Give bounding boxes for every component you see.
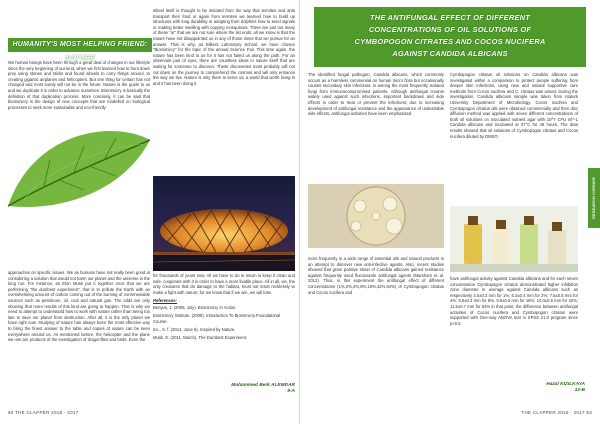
paragraph: The identified fungal pathogen, Candida albicans, which commonly occurs as a harmless commensal on human micro flora but occasionally causes secondary skin infections, is among the most frequently isolated fungi from immunocompromised patients. Although antifungal creams widely used against such infections, important backdraws and side effects in order to treat or prevent the infections; due to increasing development of antifungal resistance and the appearance of undesirable side effects, antifungal activities have been emphasized (308, 72, 444, 117)
paragraph: more frequently in a wide range of essential oils and natural products in an attempt to discover new anti-infective agents. Also, recent studies showed that gram positive strain of Candida albicans gained resistance against frequently used fluconazole antifungal agents (Marsham et al. 2012). Thus, in this experiment the antifungal effect of different concentrations (1%,2%,4%,8%,16%,32%,64%) of Cymbopogon citratus and Cocos nucifera and (308, 256, 444, 295)
author-class: 9-A (287, 389, 295, 394)
leaf-illustration (4, 120, 154, 210)
reference-item: Benyus, J. (2009, July). Biomimicry in Action. (153, 305, 237, 310)
title-line: AGAINST CANDIDA ALBICANS (392, 49, 508, 58)
author-name: Muhammed Berk ALEMDAR (231, 383, 295, 388)
author-block (495, 382, 585, 394)
title-line: THE ANTIFUNGAL EFFECT OF DIFFERENT (369, 13, 531, 22)
left-col1-top (8, 60, 150, 120)
references (153, 298, 293, 343)
reference-item: Inc., S. f. (2014, June 6). Inspired by Nature. (153, 327, 236, 332)
paragraph: approaches on specific issues. We as humans have not really been good at considering a solution that would not harm our planet and the universe in the long run. For instance, as Elon Musk put it together once that we are performing "the dumbest experiment", that is to pollute the Earth with an overwhelming amount of carbon coming out of the burning of nonrenewable sources such as petroleum, oil, coal and natural gas. The odds are only showing that more results of this kind are going to happen. That is why we need to attempt to understand how to work with nature rather than being too late to save our planet from destruction. After all, it is the only planet we have right now. Studying of nature has always been the most effective way to bring the finest answer to the table and copies of nature can be seen everywhere around us. As mentioned before, the helicopter and the plane we use are products of the investigation of dragonflies and birds. Even the (8, 270, 150, 343)
left-col2-bottom (153, 273, 295, 297)
page-63 (300, 0, 600, 424)
title-line: CONCENTRATIONS OF OIL SOLUTIONS OF (368, 25, 532, 34)
petri-dish-photo (308, 184, 444, 248)
paragraph: for thousands of years now. All we have to do in return is keep it clean and safe, cooperate with it in order to have a more livable place. All in all, we, the only creatures that do damage to the habitat, must not insist recklessly to make a fight with nature; for we know that if we win, we will lose. (153, 273, 295, 295)
section-side-tab-label: RESEARCH CORNER (592, 177, 596, 219)
article-title-antifungal (314, 7, 586, 67)
page-footer: 62 THE CLAPPER 2016 - 2017 (8, 410, 79, 415)
paragraph: have antifungal activity against Candida albicans and for each seven concentration Cymbopogon citratus demonstrated higher inhibition zone diameter in average against Candida albicans such as respectively 4.5±0.3 mm for 1%; 6.3±0.4 mm for 2%; 7.5±0.5 mm for 4%; 8.5±0.3 mm for 8%, 9.5±0.5 mm for 16%; 10.0±0.5 mm for 32%; 11.5±0.7 mm for 64% in that point, the difference between antifungal activities of Cocos nucifera and Cymbopogon citratus were supported with One-way ANOVA test in SPSS 21.0 program since p<0.5. (450, 276, 578, 326)
left-col2-top (153, 8, 295, 174)
right-col1-bottom (308, 256, 444, 406)
left-col1-bottom (8, 270, 150, 406)
birds-nest-stadium-photo (153, 176, 295, 271)
right-col1-top (308, 72, 444, 182)
page-footer: THE CLAPPER 2016 - 2017 63 (521, 410, 592, 415)
right-col2-bottom (450, 276, 578, 380)
article-title-nature: HUMANITY'S MOST HELPING FRIEND: NATURE (8, 38, 152, 52)
right-col2-top (450, 72, 578, 202)
title-line: CYMBOPOGON CITRATES AND COCOS NUCIFERA (354, 37, 546, 46)
author-class: 12-B (574, 388, 585, 393)
reference-item: Biomimicry Institute. (2008). Introduction To Biomimicry.Foundational Course. (153, 313, 281, 324)
paragraph: We human beings have been through a great deal of changes in our lifestyle since the very beginning of our kind, when we first learned how to hunt down prey using stones and sticks and found wheels to carry things around, to creating gigantic airplanes and helicopters. But one thing for certain has not changed and most surely will not be in the future: Nature is the guide to us and we duplicate it in order to advance ourselves. Biomimicry is basically the definition of that duplication process. More concisely, it can be said that biomimicry is the design of new concepts that are modelled on biological processes to seek more sustainable and eco-friendly (8, 60, 150, 110)
paragraph: wheel itself is thought to be imitated from the way that termites and ants transport their food or again from termites we learned how to build up structures with long durability or adopting from dolphins how to send signals or making better swelling with copying mosquitoes. There are just too many of these "or" that we are not sure where the list ends; all we know is that the nature have not disappointed us in any of those times that we pursue for an answer. That is why, as Bilkent Laboratory School, we have chosen "Biomimicry" for the topic of the annual Science Fair. This time again, the nature has been kind to us for it has not failed us along the path. For an observant pair of eyes, there are countless ideas in nature itself that are waiting for someone to discover. These discoveries most probably will not cut down on the journey to comprehend the cosmos and will only enhance the way we live. Nature is only there to serve us; a world that worth living in and it has been doing it (153, 8, 295, 86)
reference-item: Musk, E. (2011, March). The Dumbest Experiment. (153, 335, 248, 340)
section-side-tab (588, 168, 600, 228)
oil-samples-photo (450, 206, 578, 272)
author-name: Hazal KIZILKAYA (546, 382, 585, 387)
references-title: References: (153, 298, 177, 303)
author-block (185, 383, 295, 395)
paragraph: Cymbopogon citratus oil solutions on Candida albicans was investigated within a comparison to protect people suffering from deeper skin infections, using new and natural supportive care methods from Cocos nucifera and C. citratus was aimed. During the investigation, Candida albicans sample was taken from Ataturk University Department of Microbiology. Cocos nucifera and Cymbopogon citratus oils were obtained commercially and then disc diffusion method was applied with seven different concentrations of both oil solutions on inoculated nutrient agar with 10^7 CFU ml^-1 Candida albicans and incubated at 37°C for 48 hours. The data results showed that oil solutions of Cymbopogon citratus and Cocos nucifera diluted by DMSO (450, 72, 578, 139)
